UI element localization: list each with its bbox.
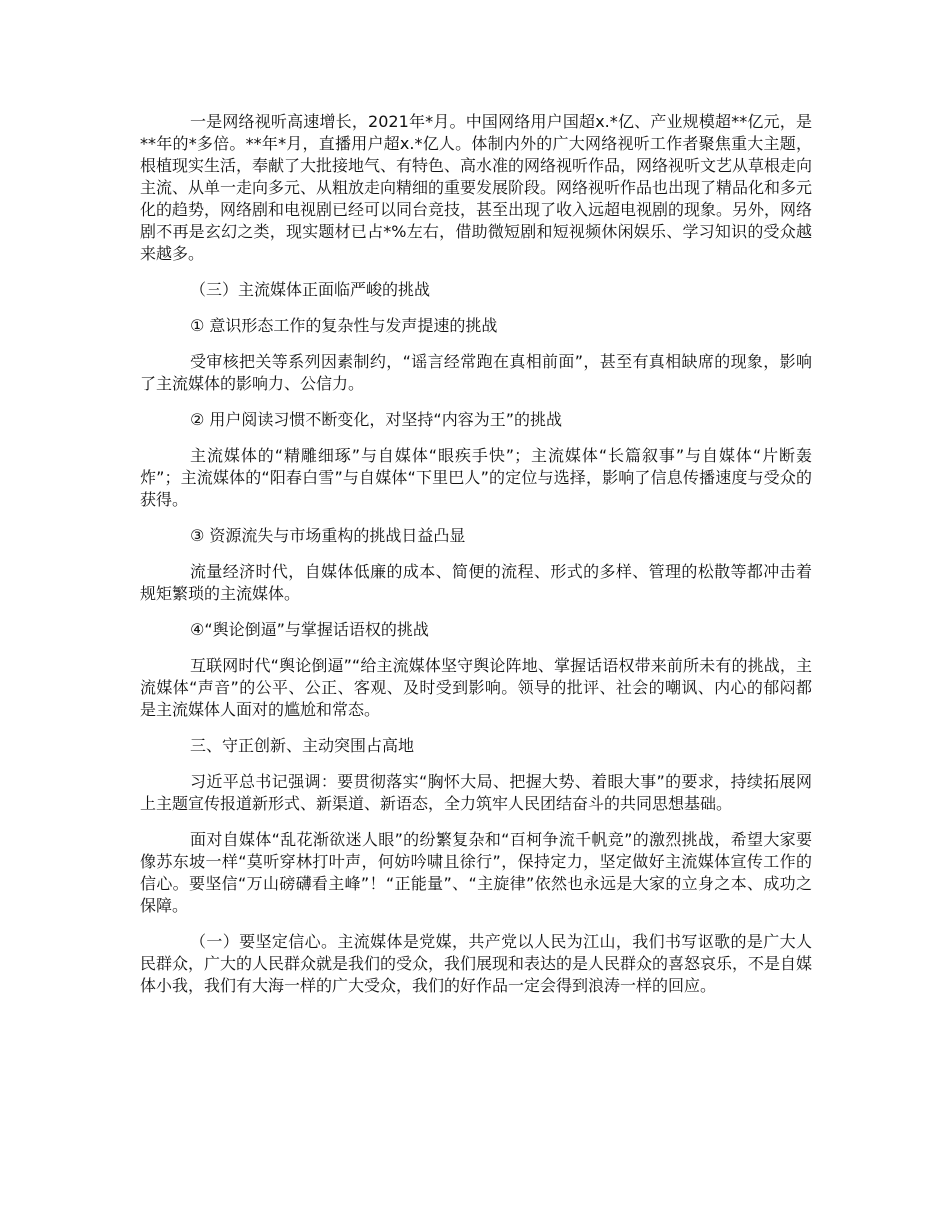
heading-ideology-challenge: ① 意识形态工作的复杂性与发声提速的挑战: [190, 316, 498, 335]
paragraph-xi-emphasis: 习近平总书记强调：要贯彻落实“胸怀大局、把握大势、着眼大事”的要求，持续拓展网上主题宣传报道新形式、新渠道、新语态，全力筑牢人民团结奋斗的共同思想基础。: [140, 772, 812, 813]
heading-section-three: 三、守正创新、主动突围占高地: [190, 736, 415, 755]
document-page: [140, 111, 812, 997]
paragraph-online-av-growth: 一是网络视听高速增长，2021年*月。中国网络用户国超x.*亿、产业规模超**亿元，是**年的*多倍。**年*月，直播用户超x.*亿人。体制内外的广大网络视听工作者聚焦重大主题，根植现实生活，奉献了大批接地气、有特色、高水准的网络视听作品，网络视听文艺从草根走向主流、从单一走向多元、从粗放走向精细的重要发展阶段。网络视听作品也出现了精品化和多元化的趋势，网络剧和电视剧已经可以同台竞技，甚至出现了收入远超电视剧的现象。另外，网络剧不再是玄幻之类，现实题材已占*%左右，借助微短剧和短视频休闲娱乐、学习知识的受众越来越多。: [140, 112, 813, 263]
heading-resource-loss-challenge: ③ 资源流失与市场重构的挑战日益凸显: [190, 526, 466, 545]
heading-public-opinion-challenge: ④“舆论倒逼”与掌握话语权的挑战: [190, 620, 429, 639]
paragraph-content-positioning: 主流媒体的“精雕细琢”与自媒体“眼疾手快”；主流媒体“长篇叙事”与自媒体“片断轰炸”；主流媒体的“阳春白雪”与自媒体“下里巴人”的定位与选择，影响了信息传播速度与受众的获得。: [140, 446, 812, 509]
paragraph-traffic-economy: 流量经济时代，自媒体低廉的成本、简便的流程、形式的多样、管理的松散等都冲击着规矩繁琐的主流媒体。: [140, 562, 812, 603]
heading-mainstream-media-challenges: （三）主流媒体正面临严峻的挑战: [190, 280, 431, 299]
paragraph-face-self-media: 面对自媒体“乱花渐欲迷人眼”的纷繁复杂和“百柯争流千帆竞”的激烈挑战，希望大家要像苏东坡一样“莫听穿林打叶声，何妨吟啸且徐行”，保持定力，坚定做好主流媒体宣传工作的信心。要坚信“万山磅礴看主峰”！“正能量”、“主旋律”依然也永远是大家的立身之本、成功之保障。: [140, 830, 812, 915]
heading-reading-habits-challenge: ② 用户阅读习惯不断变化，对坚持“内容为王”的挑战: [190, 410, 563, 429]
paragraph-strengthen-confidence: （一）要坚定信心。主流媒体是党媒，共产党以人民为江山，我们书写讴歌的是广大人民群众，广大的人民群众就是我们的受众，我们展现和表达的是人民群众的喜怒哀乐，不是自媒体小我，我们有大海一样的广大受众，我们的好作品一定会得到浪涛一样的回应。: [140, 932, 813, 995]
paragraph-rumor-truth: 受审核把关等系列因素制约，“谣言经常跑在真相前面”，甚至有真相缺席的现象，影响了主流媒体的影响力、公信力。: [140, 352, 812, 393]
paragraph-internet-era-opinion: 互联网时代“舆论倒逼”“给主流媒体坚守舆论阵地、掌握话语权带来前所未有的挑战，主流媒体“声音”的公平、公正、客观、及时受到影响。领导的批评、社会的嘲讽、内心的郁闷都是主流媒体人面对的尴尬和常态。: [140, 656, 812, 719]
